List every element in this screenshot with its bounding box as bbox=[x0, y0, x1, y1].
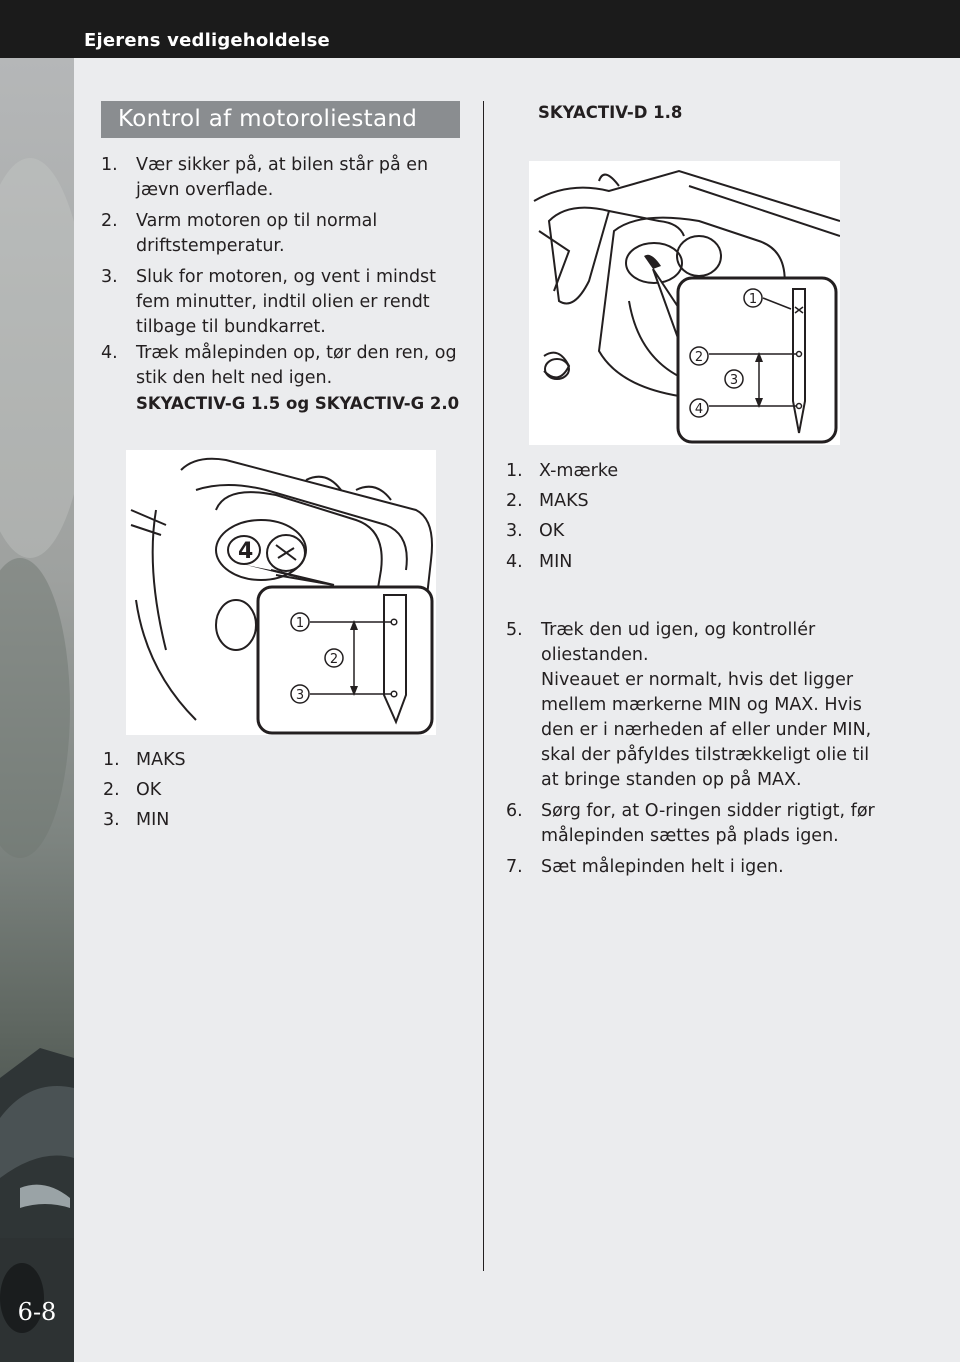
list-item: 3. Sluk for motoren, og vent i mindst fem minutter, indtil olien er rendt tilbage til bundkarret. bbox=[101, 267, 437, 337]
sidebar-photo bbox=[0, 58, 74, 1362]
page-number: 6-8 bbox=[17, 1298, 57, 1326]
list-item: 1. X-mærke bbox=[506, 461, 619, 481]
header-bar bbox=[0, 0, 960, 58]
list-item: 7. Sæt målepinden helt i igen. bbox=[506, 857, 784, 877]
list-item: 2. Varm motoren op til normal driftstemperatur. bbox=[101, 211, 378, 256]
engine-subheading: SKYACTIV-G 1.5 og SKYACTIV-G 2.0 bbox=[136, 394, 460, 413]
list-item: 2. MAKS bbox=[506, 491, 589, 512]
list-item: 4. Træk målepinden op, tør den ren, og stik den helt ned igen. SKYACTIV-G 1.5 og SKYACTIV-G 2.0 bbox=[101, 341, 471, 416]
dipstick-figure-d bbox=[529, 161, 840, 445]
callout-1: 1 bbox=[295, 616, 305, 631]
svg-text:4: 4 bbox=[238, 539, 254, 564]
list-item: 1. MAKS bbox=[103, 750, 186, 770]
engine-heading-d: SKYACTIV-D 1.8 bbox=[538, 103, 683, 122]
section-title: Kontrol af motoroliestand bbox=[101, 101, 460, 138]
list-item: 5. Træk den ud igen, og kontrollér oliestanden. Niveauet er normalt, hvis det ligger mellem mærkerne MIN og MAX. Hvis den er i nærheden af eller under MIN, skal der påfyldes tilstrækkeligt olie til at bringe standen op på MAX. bbox=[506, 618, 876, 793]
callout-1: 1 bbox=[748, 292, 758, 307]
callout-3: 3 bbox=[295, 688, 305, 703]
header-title: Ejerens vedligeholdelse bbox=[84, 30, 330, 51]
callout-2: 2 bbox=[329, 652, 339, 667]
callout-2: 2 bbox=[694, 350, 704, 365]
list-item: 4. MIN bbox=[506, 551, 573, 572]
level-note: Niveauet er normalt, hvis det ligger mellem mærkerne MIN og MAX. Hvis den er i nærheden af eller under MIN, skal der påfyldes tilstrækkeligt olie til at bringe standen op på MAX. bbox=[541, 670, 872, 790]
list-item: 3. MIN bbox=[103, 810, 170, 831]
car-photo bbox=[0, 58, 74, 1362]
column-divider bbox=[483, 101, 484, 1271]
legend-list-d bbox=[506, 460, 836, 581]
list-item: 1. Vær sikker på, at bilen står på en jævn overflade. bbox=[101, 155, 429, 200]
steps-list-a bbox=[101, 153, 471, 416]
list-item: 2. OK bbox=[103, 780, 162, 801]
engine-illustration-d bbox=[529, 161, 840, 445]
callout-4: 4 bbox=[694, 402, 704, 417]
dipstick-figure-g bbox=[126, 450, 436, 735]
callout-3: 3 bbox=[729, 373, 739, 388]
list-item: 6. Sørg for, at O-ringen sidder rigtigt, før målepinden sættes på plads igen. bbox=[506, 801, 875, 846]
legend-list-g bbox=[103, 749, 403, 840]
list-item: 3. OK bbox=[506, 521, 565, 542]
engine-illustration-g bbox=[126, 450, 436, 735]
steps-list-b bbox=[506, 618, 876, 880]
